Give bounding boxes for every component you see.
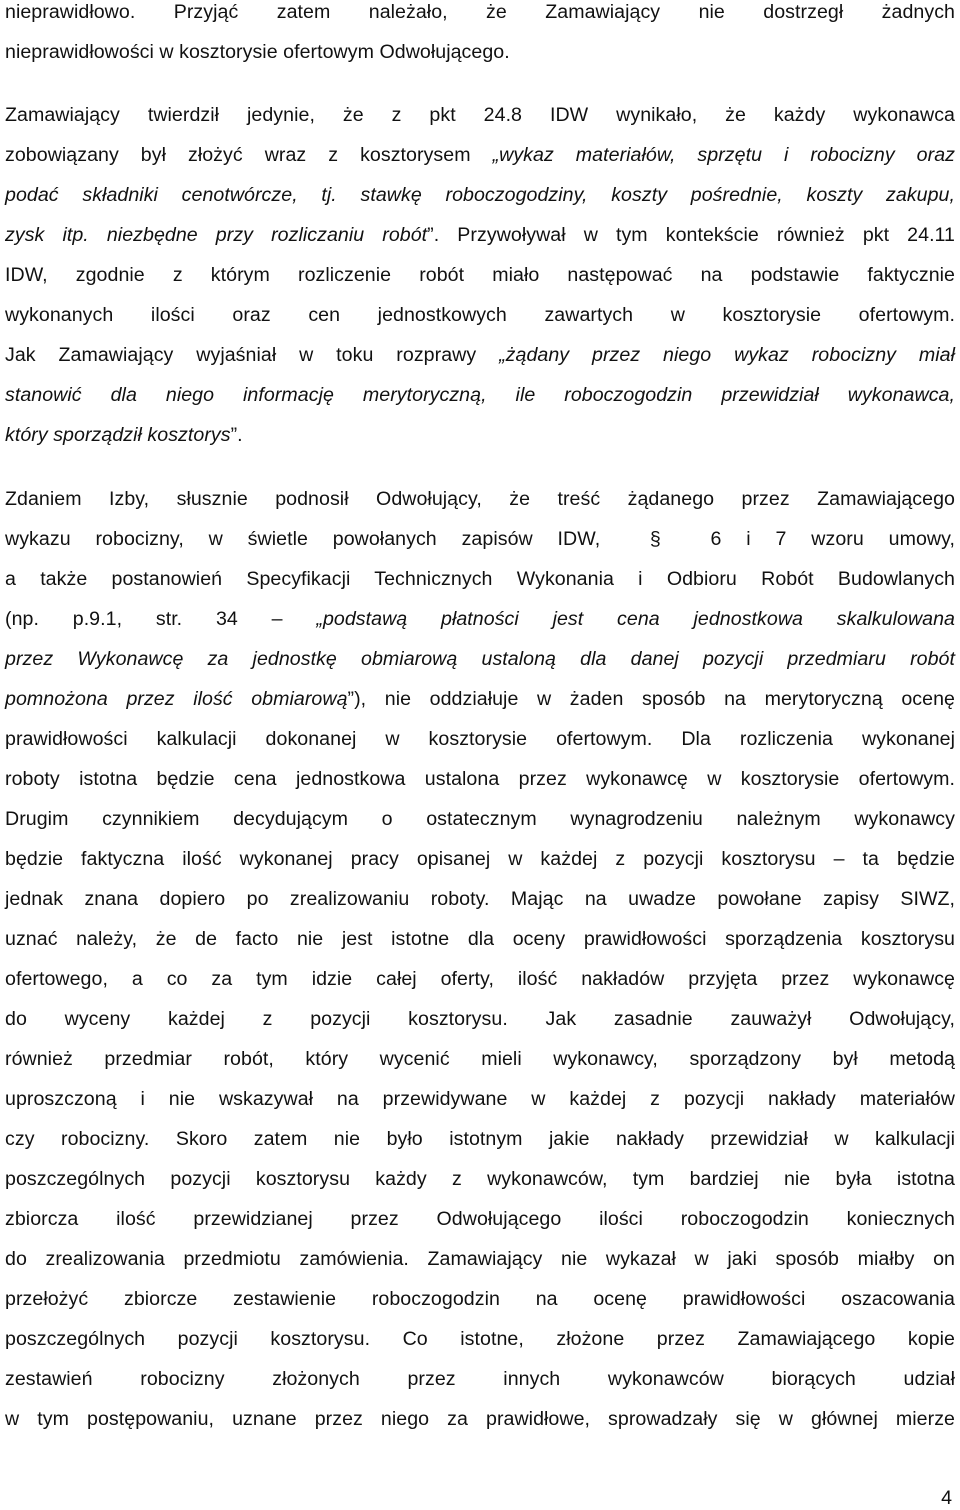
body-text: będzie faktyczna ilość wykonanej pracy opisanej w każdej z pozycji kosztorysu – ta będzie	[5, 848, 955, 870]
text-line	[5, 607, 955, 631]
page-number: 4	[941, 1487, 952, 1509]
text-line	[5, 527, 955, 551]
text-line	[5, 647, 955, 671]
body-text: nieprawidłowo. Przyjąć zatem należało, że Zamawiający nie dostrzegł żadnych	[5, 1, 955, 23]
text-line	[5, 1367, 955, 1391]
italic-quote-text: który sporządził kosztorys	[5, 424, 231, 446]
body-text: do zrealizowania przedmiotu zamówienia. Zamawiający nie wykazał w jaki sposób miałby on	[5, 1248, 955, 1270]
italic-quote-text: stanowić dla niego informację merytoryczną, ile roboczogodzin przewidział wykonawca,	[5, 384, 955, 406]
text-line	[5, 183, 955, 207]
text-line	[5, 887, 955, 911]
body-text: ”), nie oddziałuje w żaden sposób na merytoryczną ocenę	[347, 688, 955, 710]
text-line	[5, 847, 955, 871]
body-text: prawidłowości kalkulacji dokonanej w kosztorysie ofertowym. Dla rozliczenia wykonanej	[5, 728, 955, 750]
italic-quote-text: zysk itp. niezbędne przy rozliczaniu robót	[5, 224, 428, 246]
body-text: Drugim czynnikiem decydującym o ostatecznym wynagrodzeniu należnym wykonawcy	[5, 808, 955, 830]
body-text: roboty istotna będzie cena jednostkowa ustalona przez wykonawcę w kosztorysie ofertowym.	[5, 768, 955, 790]
text-line	[5, 383, 955, 407]
italic-quote-text: „podstawą płatności jest cena jednostkowa skalkulowana	[316, 608, 955, 630]
text-line	[5, 807, 955, 831]
body-text: poszczególnych pozycji kosztorysu. Co istotne, złożone przez Zamawiającego kopie	[5, 1328, 955, 1350]
text-line	[5, 927, 955, 951]
text-line	[5, 1127, 955, 1151]
text-line	[5, 1007, 955, 1031]
body-text: wykonanych ilości oraz cen jednostkowych zawartych w kosztorysie ofertowym.	[5, 304, 955, 326]
italic-quote-text: podać składniki cenotwórcze, tj. stawkę roboczogodziny, koszty pośrednie, koszty zakupu,	[5, 184, 955, 206]
text-line	[5, 343, 955, 367]
body-text: a także postanowień Specyfikacji Technicznych Wykonania i Odbioru Robót Budowlanych	[5, 568, 955, 590]
text-line	[5, 223, 955, 247]
text-line	[5, 1047, 955, 1071]
body-text: (np. p.9.1, str. 34 –	[5, 608, 317, 630]
text-line	[5, 1287, 955, 1311]
italic-quote-text: przez Wykonawcę za jednostkę obmiarową ustaloną dla danej pozycji przedmiaru robót	[5, 648, 955, 670]
text-line	[5, 1247, 955, 1271]
text-line	[5, 1327, 955, 1351]
text-line	[5, 567, 955, 591]
body-text: nieprawidłowości w kosztorysie ofertowym Odwołującego.	[5, 41, 510, 63]
body-text: do wyceny każdej z pozycji kosztorysu. Jak zasadnie zauważył Odwołujący,	[5, 1008, 955, 1030]
text-line	[5, 487, 955, 511]
body-text: zobowiązany był złożyć wraz z kosztorysem	[5, 144, 493, 166]
text-line	[5, 1087, 955, 1111]
text-line	[5, 767, 955, 791]
body-text: czy robocizny. Skoro zatem nie było istotnym jakie nakłady przewidział w kalkulacji	[5, 1128, 955, 1150]
text-line	[5, 103, 955, 127]
body-text: uproszczoną i nie wskazywał na przewidywane w każdej z pozycji nakłady materiałów	[5, 1088, 955, 1110]
text-line	[5, 727, 955, 751]
italic-quote-text: „żądany przez niego wykaz robocizny miał	[499, 344, 956, 366]
body-text: zestawień robocizny złożonych przez innych wykonawców biorących udział	[5, 1368, 955, 1390]
body-text: uznać należy, że de facto nie jest istotne dla oceny prawidłowości sporządzenia kosztorysu	[5, 928, 955, 950]
text-line	[5, 423, 955, 447]
body-text: poszczególnych pozycji kosztorysu każdy z wykonawców, tym bardziej nie była istotna	[5, 1168, 955, 1190]
text-line	[5, 143, 955, 167]
body-text: Zdaniem Izby, słusznie podnosił Odwołujący, że treść żądanego przez Zamawiającego	[5, 488, 955, 510]
body-text: ”. Przywoływał w tym kontekście również pkt 24.11	[427, 224, 955, 246]
text-line	[5, 1207, 955, 1231]
text-line	[5, 0, 955, 24]
text-line	[5, 303, 955, 327]
body-text: w tym postępowaniu, uznane przez niego za prawidłowe, sprowadzały się w głównej mierze	[5, 1408, 955, 1430]
text-line	[5, 967, 955, 991]
body-text: IDW, zgodnie z którym rozliczenie robót miało następować na podstawie faktycznie	[5, 264, 955, 286]
body-text: jednak znana dopiero po zrealizowaniu roboty. Mając na uwadze powołane zapisy SIWZ,	[5, 888, 955, 910]
body-text: ”.	[230, 424, 243, 446]
body-text: przełożyć zbiorcze zestawienie roboczogodzin na ocenę prawidłowości oszacowania	[5, 1288, 955, 1310]
text-line	[5, 263, 955, 287]
text-line	[5, 687, 955, 711]
text-line	[5, 1407, 955, 1431]
text-line	[5, 1167, 955, 1191]
text-line	[5, 40, 955, 64]
body-text: ofertowego, a co za tym idzie całej oferty, ilość nakładów przyjęta przez wykonawcę	[5, 968, 955, 990]
body-text: również przedmiar robót, który wycenić mieli wykonawcy, sporządzony był metodą	[5, 1048, 955, 1070]
body-text: zbiorcza ilość przewidzianej przez Odwołującego ilości roboczogodzin koniecznych	[5, 1208, 955, 1230]
italic-quote-text: pomnożona przez ilość obmiarową	[5, 688, 348, 710]
body-text: Zamawiający twierdził jedynie, że z pkt 24.8 IDW wynikało, że każdy wykonawca	[5, 104, 955, 126]
body-text: wykazu robocizny, w świetle powołanych zapisów IDW, § 6 i 7 wzoru umowy,	[5, 528, 955, 550]
italic-quote-text: „wykaz materiałów, sprzętu i robocizny oraz	[492, 144, 955, 166]
body-text: Jak Zamawiający wyjaśniał w toku rozprawy	[5, 344, 500, 366]
